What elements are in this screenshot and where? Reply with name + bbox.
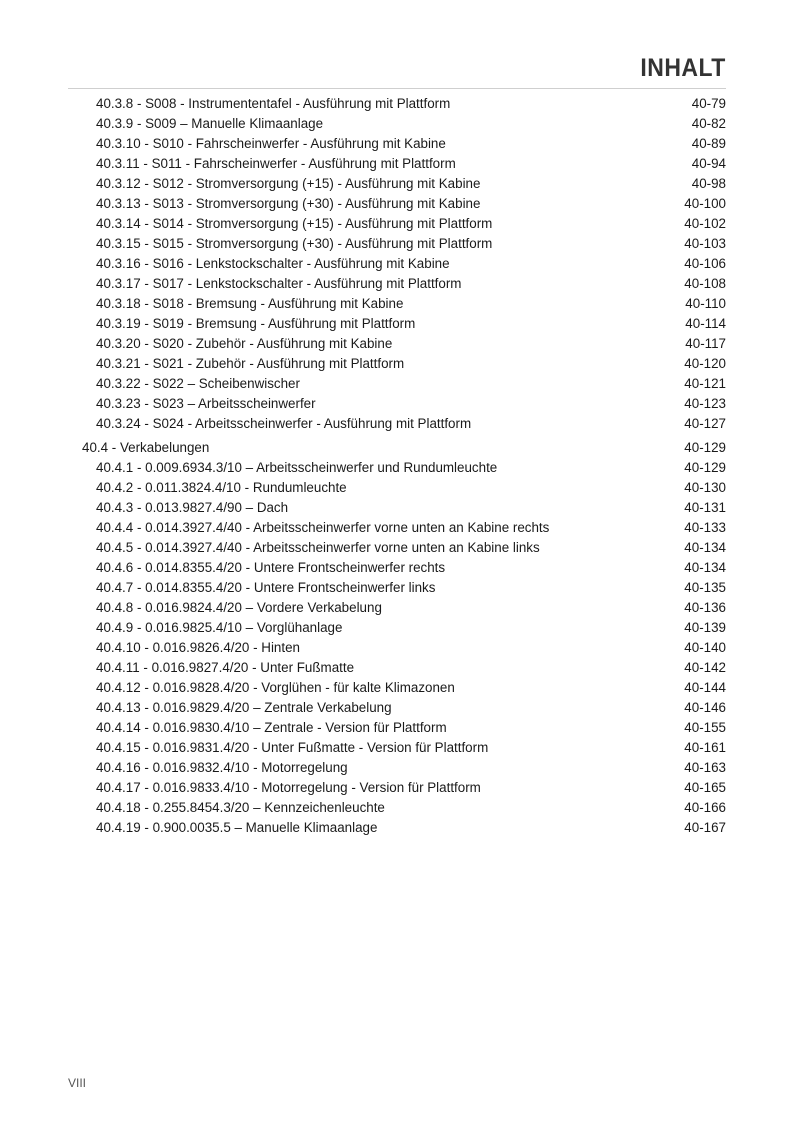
toc-entry-page: 40-123 [684,396,726,411]
toc-entry-title: 40.3.8 - S008 - Instrumententafel - Ausführung mit Plattform [96,96,451,111]
toc-entry[interactable] [68,154,726,174]
toc-entry-title: 40.4.7 - 0.014.8355.4/20 - Untere Frontscheinwerfer links [96,580,436,595]
toc-entry[interactable] [68,678,726,698]
toc-entry-page: 40-114 [685,316,726,331]
toc-entry-title: 40.3.17 - S017 - Lenkstockschalter - Ausführung mit Plattform [96,276,462,291]
toc-entry[interactable] [68,334,726,354]
toc-entry-title: 40.4.1 - 0.009.6934.3/10 – Arbeitsscheinwerfer und Rundumleuchte [96,460,498,475]
toc-entry-title: 40.3.19 - S019 - Bremsung - Ausführung mit Plattform [96,316,416,331]
toc-entry-title: 40.3.11 - S011 - Fahrscheinwerfer - Ausführung mit Plattform [96,156,456,171]
toc-entry[interactable] [68,518,726,538]
toc-entry-title: 40.4.12 - 0.016.9828.4/20 - Vorglühen - für kalte Klimazonen [96,680,455,695]
toc-entry-title: 40.4.2 - 0.011.3824.4/10 - Rundumleuchte [96,480,347,495]
toc-entry-page: 40-131 [684,500,726,515]
toc-entry[interactable] [68,414,726,434]
toc-entry[interactable] [68,558,726,578]
toc-entry[interactable] [68,658,726,678]
toc-entry[interactable] [68,314,726,334]
toc-entry[interactable] [68,214,726,234]
toc-entry-title: 40.4.11 - 0.016.9827.4/20 - Unter Fußmatte [96,660,355,675]
toc-entry-title: 40.4.9 - 0.016.9825.4/10 – Vorglühanlage [96,620,343,635]
toc-entry-title: 40.3.22 - S022 – Scheibenwischer [96,376,300,391]
toc-entry-page: 40-120 [684,356,726,371]
toc-entry[interactable] [68,438,726,458]
toc-entry[interactable] [68,174,726,194]
toc-entry[interactable] [68,374,726,394]
toc-entry-title: 40.4.6 - 0.014.8355.4/20 - Untere Frontscheinwerfer rechts [96,560,446,575]
toc-entry[interactable] [68,94,726,114]
toc-entry-page: 40-134 [684,540,726,555]
toc-entry[interactable] [68,394,726,414]
toc-entry-title: 40.3.16 - S016 - Lenkstockschalter - Ausführung mit Kabine [96,256,450,271]
toc-entry-page: 40-135 [684,580,726,595]
toc-entry-page: 40-121 [684,376,726,391]
toc-entry[interactable] [68,498,726,518]
toc-entry[interactable] [68,254,726,274]
toc-entry-title: 40.4.13 - 0.016.9829.4/20 – Zentrale Verkabelung [96,700,392,715]
toc-entry[interactable] [68,478,726,498]
toc-entry[interactable] [68,354,726,374]
toc-entry-title: 40.3.20 - S020 - Zubehör - Ausführung mit Kabine [96,336,393,351]
toc-entry[interactable] [68,798,726,818]
toc-entry-title: 40.4.3 - 0.013.9827.4/90 – Dach [96,500,289,515]
toc-entry-page: 40-134 [684,560,726,575]
toc-entry-title: 40.3.13 - S013 - Stromversorgung (+30) - Ausführung mit Kabine [96,196,481,211]
toc-entry-title: 40.3.12 - S012 - Stromversorgung (+15) - Ausführung mit Kabine [96,176,481,191]
toc-entry-page: 40-82 [691,116,726,131]
toc-entry-title: 40.4.16 - 0.016.9832.4/10 - Motorregelung [96,760,348,775]
toc-entry-page: 40-167 [684,820,726,835]
toc-entry-page: 40-166 [684,800,726,815]
toc-entry-page: 40-127 [684,416,726,431]
toc-entry[interactable] [68,234,726,254]
toc-entry-page: 40-161 [684,740,726,755]
toc-entry-title: 40.3.23 - S023 – Arbeitsscheinwerfer [96,396,316,411]
toc-entry[interactable] [68,458,726,478]
toc-entry-page: 40-102 [684,216,726,231]
toc-entry-page: 40-142 [684,660,726,675]
toc-entry[interactable] [68,114,726,134]
toc-entry-page: 40-130 [684,480,726,495]
toc-entry-page: 40-165 [684,780,726,795]
toc-entry-title: 40.4.8 - 0.016.9824.4/20 – Vordere Verkabelung [96,600,382,615]
toc-entry-page: 40-139 [684,620,726,635]
toc-entry-title: 40.4.18 - 0.255.8454.3/20 – Kennzeichenleuchte [96,800,385,815]
toc-entry-page: 40-155 [684,720,726,735]
toc-entry[interactable] [68,598,726,618]
toc-entry[interactable] [68,578,726,598]
toc-entry-page: 40-129 [684,440,726,455]
toc-entry-title: 40.3.9 - S009 – Manuelle Klimaanlage [96,116,324,131]
toc-entry-title: 40.3.10 - S010 - Fahrscheinwerfer - Ausführung mit Kabine [96,136,446,151]
toc-entry-page: 40-79 [691,96,726,111]
toc-entry[interactable] [68,538,726,558]
toc-entry-title: 40.3.14 - S014 - Stromversorgung (+15) - Ausführung mit Plattform [96,216,493,231]
toc-entry-page: 40-140 [684,640,726,655]
toc-entry[interactable] [68,738,726,758]
toc-entry[interactable] [68,718,726,738]
page-number: VIII [68,1076,87,1090]
toc-entry-title: 40.4.10 - 0.016.9826.4/20 - Hinten [96,640,300,655]
toc-entry-page: 40-94 [691,156,726,171]
toc-entry[interactable] [68,618,726,638]
toc-entry-page: 40-144 [684,680,726,695]
toc-entry[interactable] [68,638,726,658]
toc-entry[interactable] [68,698,726,718]
toc-entry-title: 40.3.21 - S021 - Zubehör - Ausführung mit Plattform [96,356,405,371]
toc-entry-title: 40.4.5 - 0.014.3927.4/40 - Arbeitsscheinwerfer vorne unten an Kabine links [96,540,540,555]
toc-entry[interactable] [68,294,726,314]
toc-entry-page: 40-117 [685,336,726,351]
toc-entry-title: 40.3.24 - S024 - Arbeitsscheinwerfer - Ausführung mit Plattform [96,416,472,431]
header-divider [68,88,726,89]
toc-entry[interactable] [68,134,726,154]
toc-entry-title: 40.4.15 - 0.016.9831.4/20 - Unter Fußmatte - Version für Plattform [96,740,489,755]
toc-entry[interactable] [68,274,726,294]
toc-entry-page: 40-98 [691,176,726,191]
page-title: INHALT [640,54,726,82]
table-of-contents [68,94,726,838]
toc-entry-page: 40-110 [685,296,726,311]
toc-entry-page: 40-136 [684,600,726,615]
toc-entry-page: 40-133 [684,520,726,535]
toc-entry-title: 40.3.15 - S015 - Stromversorgung (+30) - Ausführung mit Plattform [96,236,493,251]
toc-entry-page: 40-89 [691,136,726,151]
toc-entry-title: 40.4.14 - 0.016.9830.4/10 – Zentrale - Version für Plattform [96,720,447,735]
toc-entry-title: 40.4.17 - 0.016.9833.4/10 - Motorregelung - Version für Plattform [96,780,481,795]
toc-entry-page: 40-103 [684,236,726,251]
toc-entry[interactable] [68,194,726,214]
toc-entry[interactable] [68,758,726,778]
toc-entry-title: 40.4.4 - 0.014.3927.4/40 - Arbeitsscheinwerfer vorne unten an Kabine rechts [96,520,550,535]
toc-entry-title: 40.3.18 - S018 - Bremsung - Ausführung mit Kabine [96,296,404,311]
toc-entry[interactable] [68,778,726,798]
toc-entry-page: 40-129 [684,460,726,475]
toc-entry-page: 40-108 [684,276,726,291]
toc-entry-title: 40.4 - Verkabelungen [82,440,210,455]
toc-entry-page: 40-100 [684,196,726,211]
toc-entry-title: 40.4.19 - 0.900.0035.5 – Manuelle Klimaanlage [96,820,378,835]
toc-entry-page: 40-106 [684,256,726,271]
toc-entry-page: 40-163 [684,760,726,775]
toc-entry[interactable] [68,818,726,838]
toc-entry-page: 40-146 [684,700,726,715]
